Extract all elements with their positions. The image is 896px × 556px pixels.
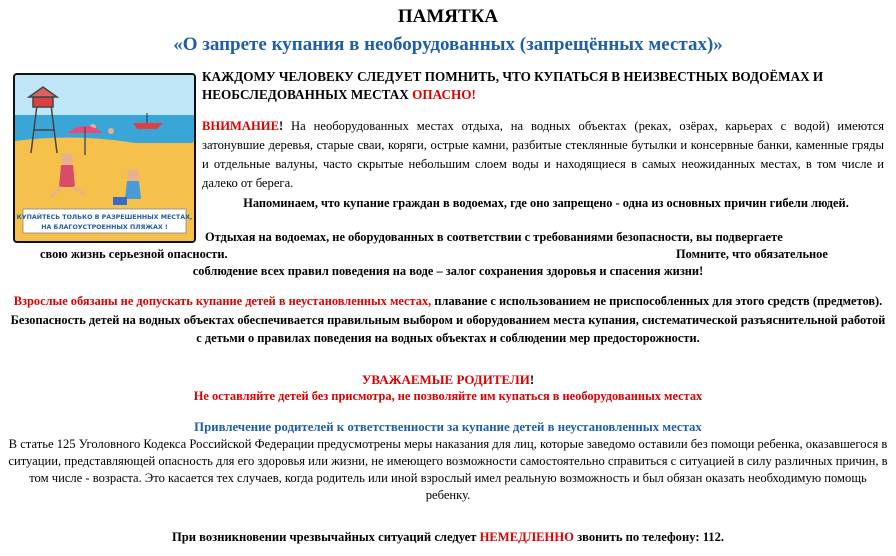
warning-paragraph (202, 117, 884, 193)
emergency-line (0, 530, 896, 545)
caption-line-2: НА БЛАГОУСТРОЕННЫХ ПЛЯЖАХ ! (41, 224, 168, 231)
rest-line-4: соблюдение всех правил поведения на воде – залог сохранения здоровья и спасения жизни! (192, 264, 704, 278)
beach-safety-illustration (13, 73, 196, 243)
emergency-urgent: НЕМЕДЛЕННО (479, 530, 574, 544)
parents-heading (0, 372, 896, 388)
responsibility-heading: Привлечение родителей к ответственности за купание детей в неустановленных местах (194, 420, 702, 434)
warning-label: ВНИМАНИЕ (202, 119, 279, 133)
adults-text: плавание с использованием не приспособленных для этого средств (предметов). Безопасность детей на водных объектах обеспечивается правильным выбором и оборудованием места купания, систематической разъяснительной работой с детьми о правилах поведения на водных объектах и соблюдении мер предосторожности. (10, 294, 886, 345)
intro-paragraph (202, 68, 892, 104)
intro-text: КАЖДОМУ ЧЕЛОВЕКУ СЛЕДУЕТ ПОМНИТЬ, ЧТО КУПАТЬСЯ В НЕИЗВЕСТНЫХ ВОДОЁМАХ И НЕОБСЛЕДОВАННЫХ МЕСТАХ (202, 69, 824, 102)
rest-line-1: Отдыхая на водоемах, не оборудованных в соответствии с требованиями безопасности, вы подвергаете (205, 230, 783, 244)
parents-warning: Не оставляйте детей без присмотра, не позволяйте им купаться в необорудованных местах (193, 389, 703, 403)
rest-line-3: Помните, что обязательное (676, 247, 828, 261)
parents-heading-excl: ! (529, 372, 535, 387)
caption-line-1: КУПАЙТЕСЬ ТОЛЬКО В РАЗРЕШЕННЫХ МЕСТАХ, (16, 214, 193, 221)
parents-heading-text: УВАЖАЕМЫЕ РОДИТЕЛИ (361, 372, 530, 387)
page-subtitle: «О запрете купания в необорудованных (запрещённых местах)» (173, 34, 723, 55)
page-title: ПАМЯТКА (397, 6, 499, 27)
intro-danger: ОПАСНО! (412, 87, 476, 102)
emergency-before: При возникновении чрезвычайных ситуаций следует (171, 530, 480, 544)
responsibility-text: В статье 125 Уголовного Кодекса Российской Федерации предусмотрены меры наказания для лиц, которые заведомо оставили без помощи ребенка, оказавшегося в ситуации, представляющей опасность для его здоровья или жизни, не имеющего возможности самостоятельно справиться с ситуацией в силу различных причин, в том числе - возраста. Это касается тех случаев, когда родитель или иной взрослый имел реальную возможность и был обязан оказать необходимую помощь ребенку. (8, 437, 888, 502)
warning-text: На необорудованных местах отдыха, на водных объектах (реках, озёрах, карьерах с водой) имеются затонувшие деревья, старые сваи, коряги, острые камни, разбитые стеклянные бутылки и консервные банки, каменные гряды и отдельные валуны, часто скрытые небольшим слоем воды и находящиеся в самых неожиданных местах, в том числе и далеко от берега. (202, 119, 884, 190)
emergency-after: звонить по телефону: 112. (573, 530, 725, 544)
reminder-paragraph: Напоминаем, что купание граждан в водоемах, где оно запрещено - одна из основных причин гибели людей. (243, 196, 849, 210)
adults-paragraph (8, 292, 888, 348)
warning-excl: ! (278, 119, 284, 133)
rest-line-2: свою жизнь серьезной опасности. (40, 247, 228, 261)
adults-red-text: Взрослые обязаны не допускать купание детей в неустановленных местах, (13, 294, 432, 308)
